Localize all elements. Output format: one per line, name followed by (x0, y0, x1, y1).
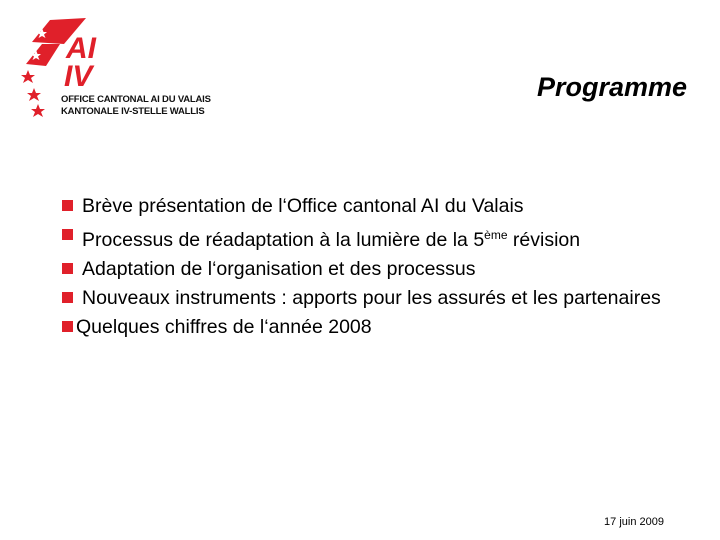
bullet-square-icon (62, 292, 73, 303)
bullet-text: révision (507, 229, 581, 251)
superscript: ème (484, 228, 508, 242)
list-item (62, 313, 702, 342)
slide-title: Programme (536, 72, 687, 102)
logo-letters-iv: IV (64, 60, 93, 93)
bullet-text: Processus de réadaptation à la lumière de la 5 (82, 229, 485, 251)
logo (12, 14, 211, 124)
bullet-square-icon (62, 263, 73, 274)
bullet-list (62, 192, 702, 342)
bullet-text: Nouveaux instruments : apports pour les assurés et les partenaires (82, 287, 661, 309)
logo-letters-ai: AI (66, 32, 96, 65)
bullet-square-icon (62, 321, 73, 332)
list-item (62, 255, 702, 284)
logo-banner-lower (26, 44, 60, 66)
list-item (62, 192, 702, 221)
bullet-text: Quelques chiffres de l‘année 2008 (76, 316, 372, 338)
bullet-text: Adaptation de l‘organisation et des processus (82, 258, 476, 280)
star-icon (27, 88, 41, 101)
list-item (62, 221, 702, 255)
bullet-text: Brève présentation de l‘Office cantonal AI du Valais (82, 195, 524, 217)
star-icon (31, 104, 45, 117)
bullet-square-icon (62, 229, 73, 240)
star-icon (21, 70, 35, 83)
slide-date: 17 juin 2009 (604, 516, 664, 528)
list-item (62, 284, 702, 313)
bullet-square-icon (62, 200, 73, 211)
logo-text-line1: OFFICE CANTONAL AI DU VALAIS (61, 94, 211, 105)
logo-text-line2: KANTONALE IV-STELLE WALLIS (61, 106, 205, 117)
